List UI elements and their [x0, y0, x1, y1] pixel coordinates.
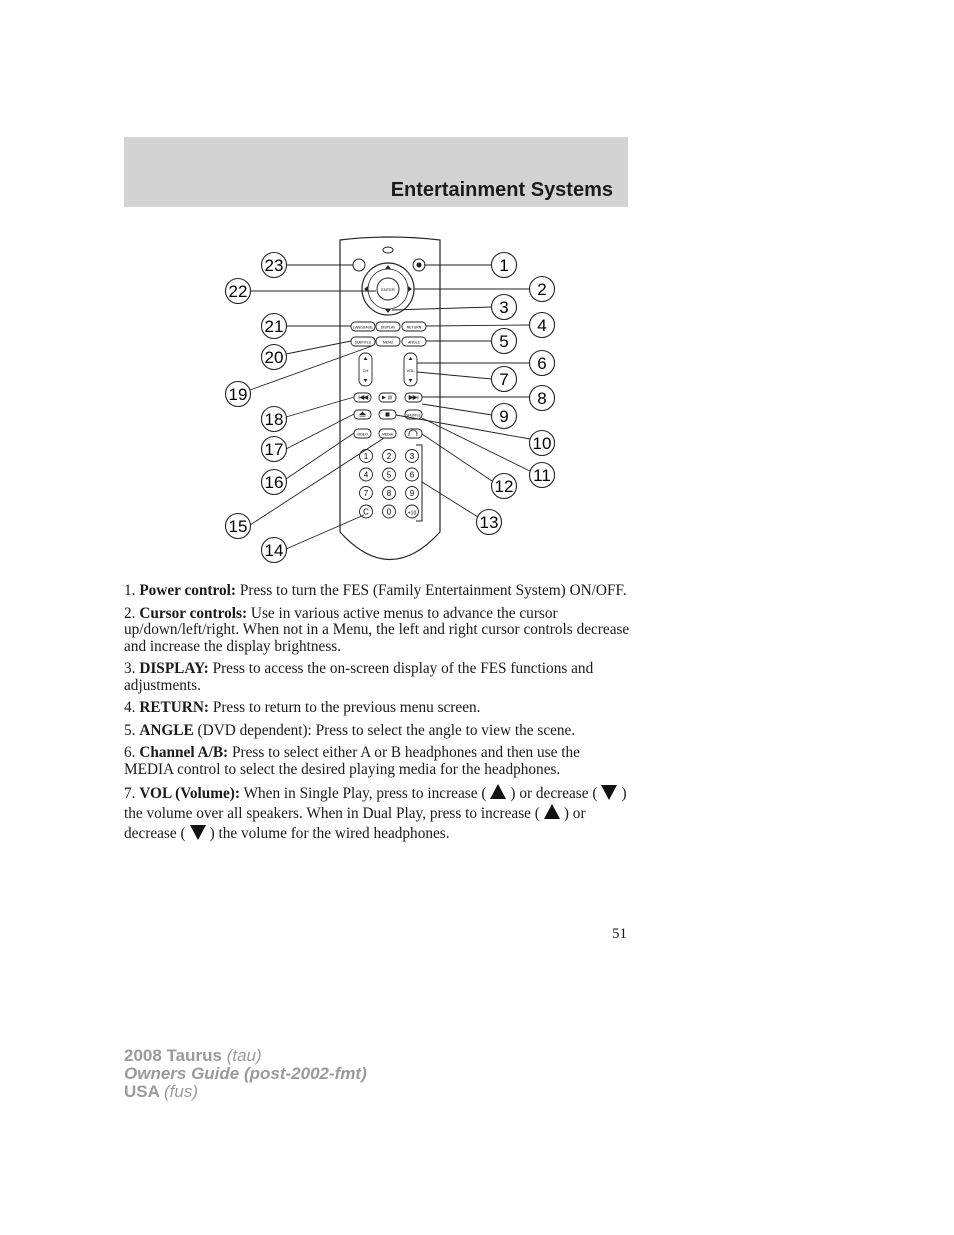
keypad-key-label: 9: [409, 489, 415, 498]
keypad-key-label: 6: [409, 470, 415, 480]
svg-text:MEDIA: MEDIA: [381, 432, 394, 437]
triangle-up-icon: [544, 804, 560, 819]
item-2: 2. Cursor controls: Use in various active menus to advance the cursor up/down/left/right. When not in a Menu, the left and right cursor controls decrease and increase the display brightness.: [124, 604, 630, 655]
item-1: 1. Power control: Press to turn the FES (Family Entertainment System) ON/OFF.: [124, 582, 627, 599]
callout-number: 7: [499, 370, 509, 389]
description-list: [124, 583, 630, 850]
callout-number: 13: [479, 513, 499, 532]
callout-number: 1: [499, 256, 509, 275]
callout-number: 5: [499, 332, 509, 351]
keypad-key-label: 2: [386, 452, 392, 461]
keypad-key-label: 1: [363, 452, 369, 461]
keypad-key-label: +10: [407, 510, 417, 517]
item-7: 7. VOL (Volume): When in Single Play, press to increase ( ) or decrease ( ) the volume over all speakers. When in Dual Play, press to increase ( ) or decrease ( ) the volume for the wired headphones.: [124, 785, 627, 842]
svg-text:VIDEO: VIDEO: [357, 432, 368, 437]
svg-text:SUBTITLE: SUBTITLE: [354, 340, 372, 345]
footer-line-1: 2008 Taurus (tau): [124, 1046, 262, 1065]
svg-text:ANGLE: ANGLE: [408, 340, 420, 345]
keypad: [360, 450, 419, 519]
callout-number: 14: [264, 541, 284, 560]
keypad-key-label: 5: [386, 470, 392, 480]
svg-text:CH: CH: [362, 368, 369, 373]
item-5: 5. ANGLE (DVD dependent): Press to select the angle to view the scene.: [124, 721, 576, 739]
callout-number: 2: [537, 280, 547, 299]
footer: [124, 1047, 367, 1101]
callout-number: 3: [499, 298, 509, 317]
enter-label: ENTER: [381, 287, 395, 292]
keypad-key-label: C: [363, 507, 369, 517]
page-number: 51: [612, 926, 627, 942]
callout-number: 23: [264, 256, 284, 275]
play-pause-button: [379, 393, 396, 402]
callout-number: 17: [264, 440, 284, 459]
callout-number: 8: [537, 389, 547, 408]
item-6: 6. Channel A/B: Press to select either A or B headphones and then use the MEDIA control to select the desired playing media for the headphones.: [124, 744, 580, 778]
callout-number: 9: [499, 407, 509, 426]
light-icon: [353, 259, 365, 271]
item-4: 4. RETURN: Press to return to the previous menu screen.: [124, 699, 481, 716]
callout-number: 21: [264, 317, 284, 336]
callout-number: 18: [264, 410, 284, 429]
callout-number: 15: [228, 517, 248, 536]
remote-logo: [383, 247, 393, 253]
item-3: 3. DISPLAY: Press to access the on-screen display of the FES functions and adjustments.: [124, 660, 594, 694]
triangle-down-icon: [601, 785, 617, 800]
callout-number: 20: [264, 348, 284, 367]
svg-text:RETURN: RETURN: [406, 325, 422, 330]
footer-line-3: USA (fus): [124, 1082, 198, 1101]
callout-number: 19: [228, 385, 248, 404]
triangle-up-icon: [490, 784, 506, 799]
callout-number: 11: [533, 466, 551, 485]
keypad-key-label: 0: [386, 507, 392, 517]
footer-line-2: Owners Guide (post-2002-fmt): [124, 1064, 367, 1083]
svg-text:DISPLAY: DISPLAY: [380, 325, 396, 330]
svg-text:MENU: MENU: [382, 340, 394, 345]
svg-text:VOL: VOL: [406, 368, 415, 373]
svg-text:LANGUAGE: LANGUAGE: [353, 325, 373, 330]
remote-control-diagram: [220, 232, 560, 572]
callout-number: 16: [264, 473, 284, 492]
keypad-key-label: 7: [363, 489, 369, 498]
keypad-key-label: 8: [386, 489, 392, 498]
keypad-key-label: 3: [409, 452, 415, 461]
header-band: [124, 137, 628, 207]
callout-number: 10: [532, 434, 552, 453]
callout-number: 6: [537, 354, 547, 373]
svg-text:SHUFFLE: SHUFFLE: [406, 413, 421, 418]
keypad-key-label: 4: [363, 470, 369, 480]
callout-number: 22: [228, 282, 248, 301]
triangle-down-icon: [190, 825, 206, 840]
callout-number: 4: [537, 316, 547, 335]
callout-number: 12: [494, 477, 514, 496]
section-title: Entertainment Systems: [390, 179, 613, 201]
